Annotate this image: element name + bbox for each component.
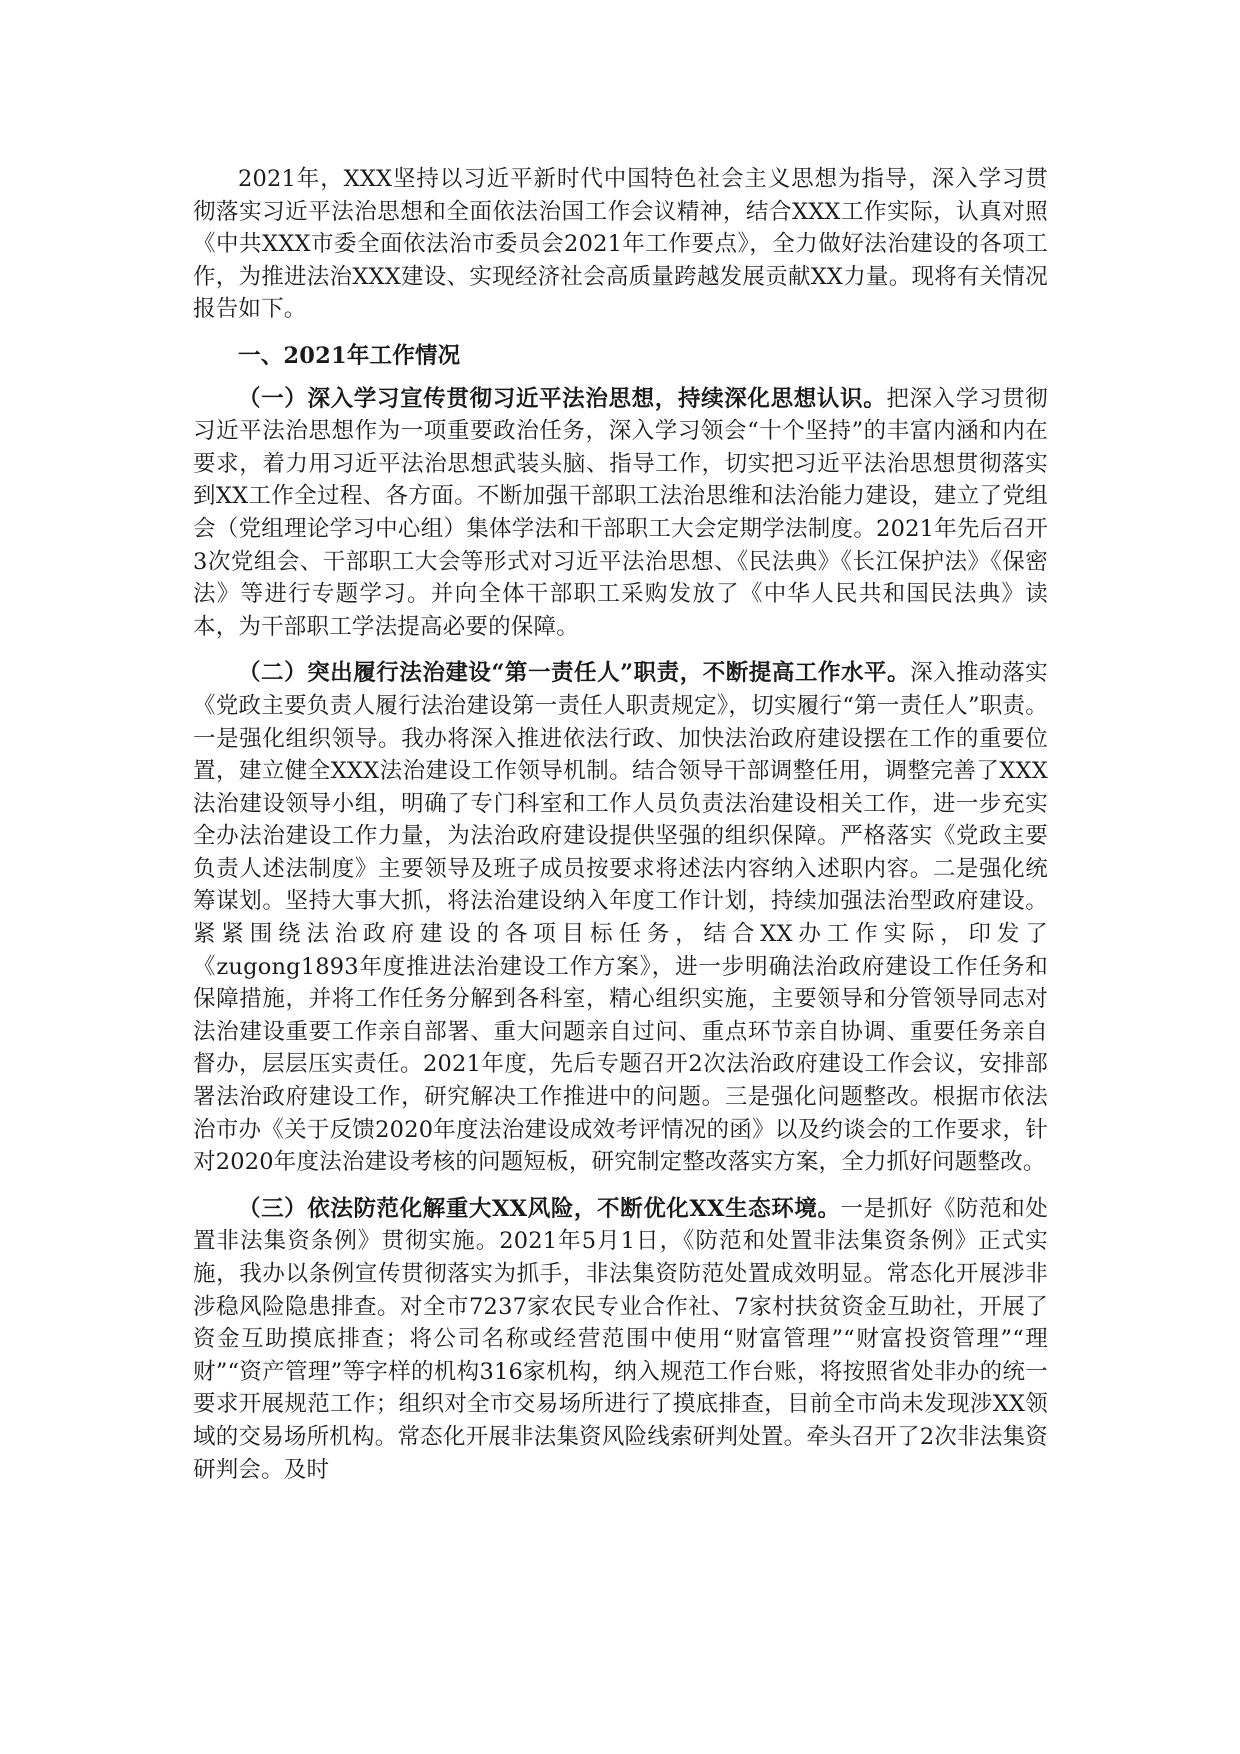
item-3-body: 一是抓好《防范和处置非法集资条例》贯彻实施。2021年5月1日，《防范和处置非法集资条例》正式实施，我办以条例宣传贯彻落实为抓手，非法集资防范处置成效明显。常态化开展涉非涉稳风险隐患排查。对全市7237家农民专业合作社、7家村扶贫资金互助社，开展了资金互助摸底排查；将公司名称或经营范围中使用“财富管理”“财富投资管理”“理财”“资产管理”等字样的机构316家机构，纳入规范工作台账，将按照省处非办的统一要求开展规范工作；组织对全市交易场所进行了摸底排查，目前全市尚未发现涉XX领域的交易场所机构。常态化开展非法集资风险线索研判处置。牵头召开了2次非法集资研判会。及时	[193, 1195, 1048, 1483]
item-2-body: 深入推动落实《党政主要负责人履行法治建设第一责任人职责规定》，切实履行“第一责任人”职责。一是强化组织领导。我办将深入推进依法行政、加快法治政府建设摆在工作的重要位置，建立健全XXX法治建设工作领导机制。结合领导干部调整任用，调整完善了XXX法治建设领导小组，明确了专门科室和工作人员负责法治建设相关工作，进一步充实全办法治建设工作力量，为法治政府建设提供坚强的组织保障。严格落实《党政主要负责人述法制度》主要领导及班子成员按要求将述法内容纳入述职内容。二是强化统筹谋划。坚持大事大抓，将法治建设纳入年度工作计划，持续加强法治型政府建设。紧紧围绕法治政府建设的各项目标任务，结合XX办工作实际，印发了《zugong1893年度推进法治建设工作方案》，进一步明确法治政府建设工作任务和保障措施，并将工作任务分解到各科室，精心组织实施，主要领导和分管领导同志对法治建设重要工作亲自部署、重大问题亲自过问、重点环节亲自协调、重要任务亲自督办，层层压实责任。2021年度，先后专题召开2次法治政府建设工作会议，安排部署法治政府建设工作，研究解决工作推进中的问题。三是强化问题整改。根据市依法治市办《关于反馈2020年度法治建设成效考评情况的函》以及约谈会的工作要求，针对2020年度法治建设考核的问题短板，研究制定整改落实方案，全力抓好问题整改。	[193, 660, 1048, 1176]
item-1-body: 把深入学习贯彻习近平法治思想作为一项重要政治任务，深入学习领会“十个坚持”的丰富内涵和内在要求，着力用习近平法治思想武装头脑、指导工作，切实把习近平法治思想贯彻落实到XX工作全过程、各方面。不断加强干部职工法治思维和法治能力建设，建立了党组会（党组理论学习中心组）集体学法和干部职工大会定期学法制度。2021年先后召开3次党组会、干部职工大会等形式对习近平法治思想、《民法典》《长江保护法》《保密法》等进行专题学习。并向全体干部职工采购发放了《中华人民共和国民法典》读本，为干部职工学法提高必要的保障。	[193, 385, 1048, 640]
intro-paragraph	[193, 163, 1048, 326]
document-body	[193, 163, 1048, 1500]
item-3-lead: （三）依法防范化解重大XX风险，不断优化XX生态环境。	[238, 1195, 841, 1222]
intro-text: 2021年，XXX坚持以习近平新时代中国特色社会主义思想为指导，深入学习贯彻落实习近平法治思想和全面依法治国工作会议精神，结合XXX工作实际，认真对照《中共XXX市委全面依法治市委员会2021年工作要点》，全力做好法治建设的各项工作，为推进法治XXX建设、实现经济社会高质量跨越发展贡献XX力量。现将有关情况报告如下。	[193, 166, 1048, 323]
item-2-lead: （二）突出履行法治建设“第一责任人”职责，不断提高工作水平。	[238, 660, 911, 687]
item-3-paragraph	[193, 1193, 1048, 1486]
item-1-paragraph	[193, 383, 1048, 644]
section-heading	[193, 340, 1048, 373]
item-2-paragraph	[193, 657, 1048, 1179]
item-1-lead: （一）深入学习宣传贯彻习近平法治思想，持续深化思想认识。	[238, 385, 887, 412]
section-heading-text: 一、2021年工作情况	[238, 342, 461, 369]
